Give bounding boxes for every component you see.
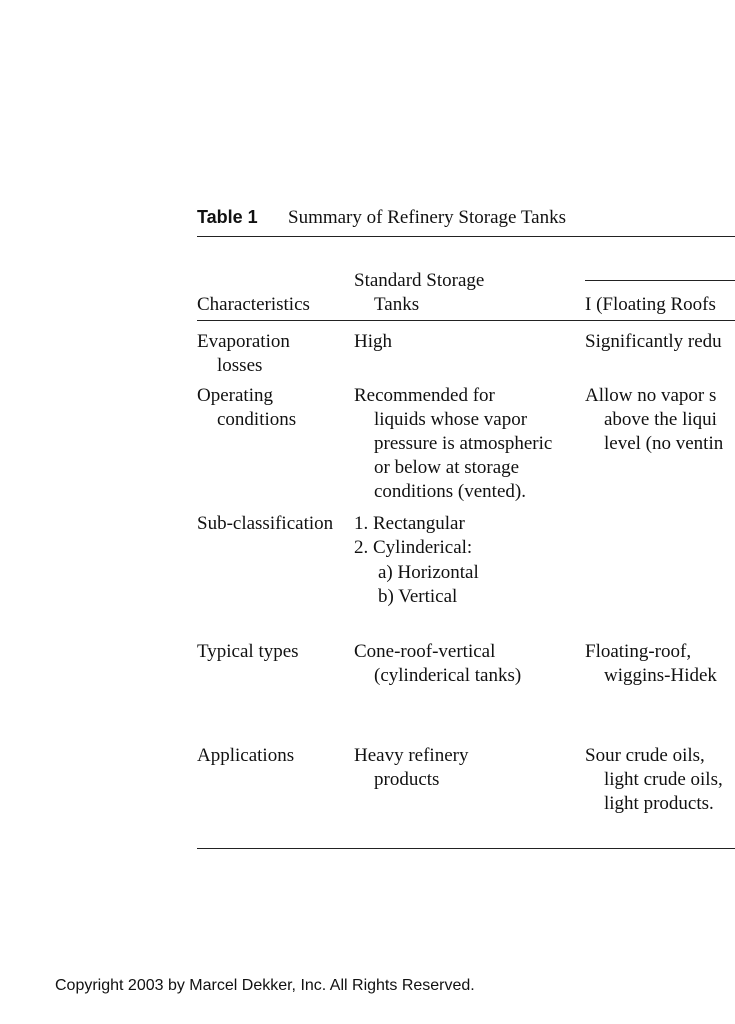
row-subclass-standard-3: a) Horizontal — [378, 562, 479, 583]
header-bottom-rule — [197, 320, 735, 321]
row-typical-floating-2: wiggins-Hidek — [604, 665, 717, 686]
row-operating-floating-3: level (no ventin — [604, 433, 724, 454]
table-label: Table 1 — [197, 207, 258, 227]
row-evaporation-label-2: losses — [217, 355, 263, 376]
row-operating-standard-5: conditions (vented). — [374, 481, 526, 502]
header-floating: I (Floating Roofs — [585, 294, 716, 315]
row-applications-floating-3: light products. — [604, 793, 714, 814]
row-subclass-standard-2: 2. Cylinderical: — [354, 537, 473, 558]
row-operating-label-2: conditions — [217, 409, 297, 430]
row-subclass-standard-4: b) Vertical — [378, 586, 458, 607]
header-characteristics: Characteristics — [197, 294, 310, 315]
header-standard-line2: Tanks — [374, 294, 420, 315]
row-operating-floating-2: above the liqui — [604, 409, 717, 430]
row-subclass-label: Sub-classification — [197, 513, 334, 534]
table-bottom-rule — [197, 848, 735, 849]
row-typical-floating-1: Floating-roof, — [585, 641, 692, 662]
row-operating-standard-3: pressure is atmospheric — [374, 433, 553, 454]
table-title: Summary of Refinery Storage Tanks — [288, 207, 566, 228]
copyright-notice: Copyright 2003 by Marcel Dekker, Inc. All Rights Reserved. — [55, 977, 475, 994]
header-standard-line1: Standard Storage — [354, 270, 485, 291]
row-evaporation-label-1: Evaporation — [197, 331, 290, 352]
row-typical-standard-1: Cone-roof-vertical — [354, 641, 496, 662]
column-group-rule — [585, 280, 735, 281]
row-applications-standard-2: products — [374, 769, 440, 790]
row-evaporation-floating: Significantly redu — [585, 331, 722, 352]
row-typical-label: Typical types — [197, 641, 299, 662]
row-operating-standard-1: Recommended for — [354, 385, 495, 406]
row-subclass-standard-1: 1. Rectangular — [354, 513, 465, 534]
row-applications-standard-1: Heavy refinery — [354, 745, 469, 766]
table-top-rule — [197, 236, 735, 237]
row-applications-floating-2: light crude oils, — [604, 769, 723, 790]
row-evaporation-standard: High — [354, 331, 392, 352]
row-operating-floating-1: Allow no vapor s — [585, 385, 717, 406]
row-operating-label-1: Operating — [197, 385, 273, 406]
row-applications-label: Applications — [197, 745, 295, 766]
row-typical-standard-2: (cylinderical tanks) — [374, 665, 522, 686]
row-applications-floating-1: Sour crude oils, — [585, 745, 705, 766]
row-operating-standard-4: or below at storage — [374, 457, 520, 478]
row-operating-standard-2: liquids whose vapor — [374, 409, 528, 430]
